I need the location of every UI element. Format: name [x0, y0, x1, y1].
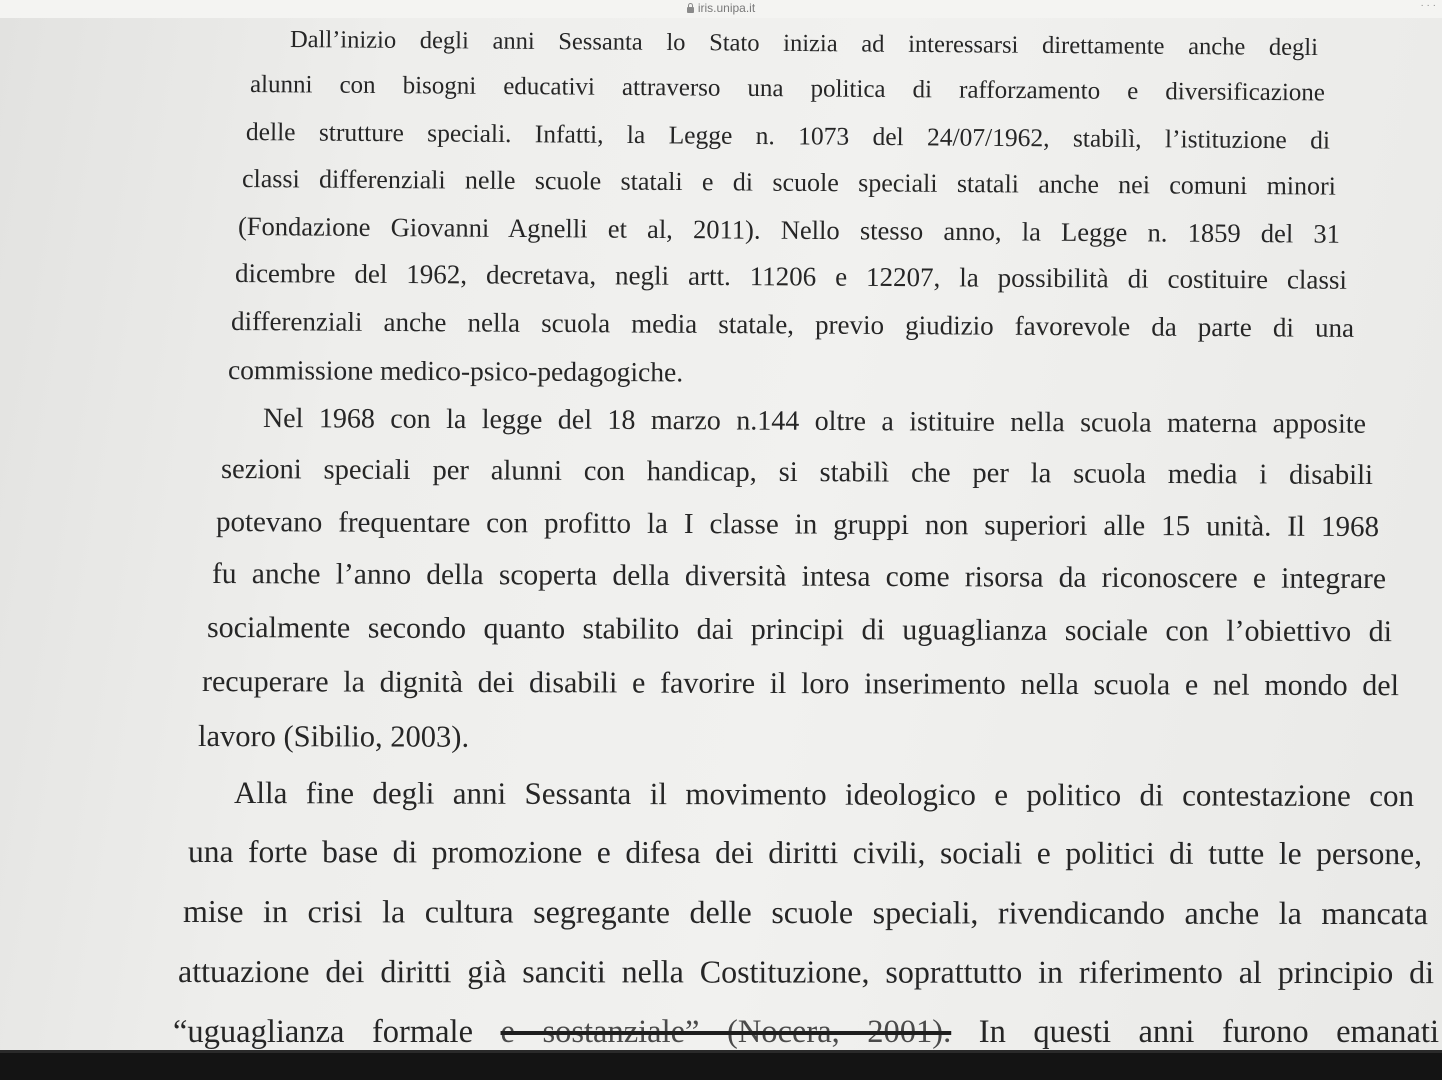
text-line: differenziali anche nella scuola media statale, previo giudizio favorevole da parte di una — [230, 306, 1355, 343]
text-line: potevano frequentare con profitto la I classe in gruppi non superiori alle 15 unità. Il 1968 — [215, 506, 1380, 544]
text-segment: In questi anni furono emanati — [951, 1014, 1439, 1050]
status-indicator: · · · — [1420, 0, 1436, 11]
text-line: sezioni speciali per alunni con handicap, si stabilì che per la scuola media i disabili — [220, 454, 1374, 492]
address-bar[interactable] — [0, 1, 1442, 15]
struck-citation: e sostanziale” (Nocera, 2001). — [500, 1014, 952, 1050]
url-text: iris.unipa.it — [697, 1, 756, 15]
text-line-with-strikethrough — [173, 1014, 1439, 1050]
text-line: socialmente secondo quanto stabilito dai principi di uguaglianza sociale con l’obiettivo di — [206, 611, 1393, 649]
text-line: delle strutture speciali. Infatti, la Legge n. 1073 del 24/07/1962, stabilì, l’istituzione di — [245, 117, 1331, 155]
lock-icon — [687, 7, 694, 13]
text-line: mise in crisi la cultura segregante delle scuole speciali, rivendicando anche la mancata — [182, 893, 1429, 932]
text-line: lavoro (Sibilio, 2003). — [197, 719, 470, 754]
text-line: alunni con bisogni educativi attraverso una politica di rafforzamento e diversificazione — [249, 71, 1326, 107]
text-line: recuperare la dignità dei disabili e favorire il loro inserimento nella scuola e nel mondo del — [201, 665, 1400, 703]
device-bezel — [0, 1050, 1442, 1080]
text-line: (Fondazione Giovanni Agnelli et al, 2011). Nello stesso anno, la Legge n. 1859 del 31 — [237, 211, 1341, 249]
text-line: dicembre del 1962, decretava, negli artt. 11206 e 12207, la possibilità di costituire classi — [234, 258, 1348, 295]
text-segment: “uguaglianza formale — [173, 1014, 501, 1050]
document-page — [0, 18, 1442, 1050]
text-line: Dall’inizio degli anni Sessanta lo Stato inizia ad interessarsi direttamente anche degli — [289, 26, 1319, 62]
text-line: una forte base di promozione e difesa dei diritti civili, sociali e politici di tutte le persone, — [187, 834, 1423, 872]
text-line: Nel 1968 con la legge del 18 marzo n.144 oltre a istituire nella scuola materna apposite — [262, 403, 1367, 440]
text-line: attuazione dei diritti già sanciti nella Costituzione, soprattutto in riferimento al principio di — [177, 953, 1435, 991]
text-line: Alla fine degli anni Sessanta il movimento ideologico e politico di contestazione con — [233, 775, 1415, 814]
text-line: commissione medico-psico-pedagogiche. — [227, 354, 684, 388]
text-line: fu anche l’anno della scoperta della diversità intesa come risorsa da riconoscere e integrare — [211, 558, 1387, 596]
text-line: classi differenziali nelle scuole statali e di scuole speciali statali anche nei comuni minori — [241, 164, 1337, 201]
browser-top-bar — [0, 0, 1442, 18]
